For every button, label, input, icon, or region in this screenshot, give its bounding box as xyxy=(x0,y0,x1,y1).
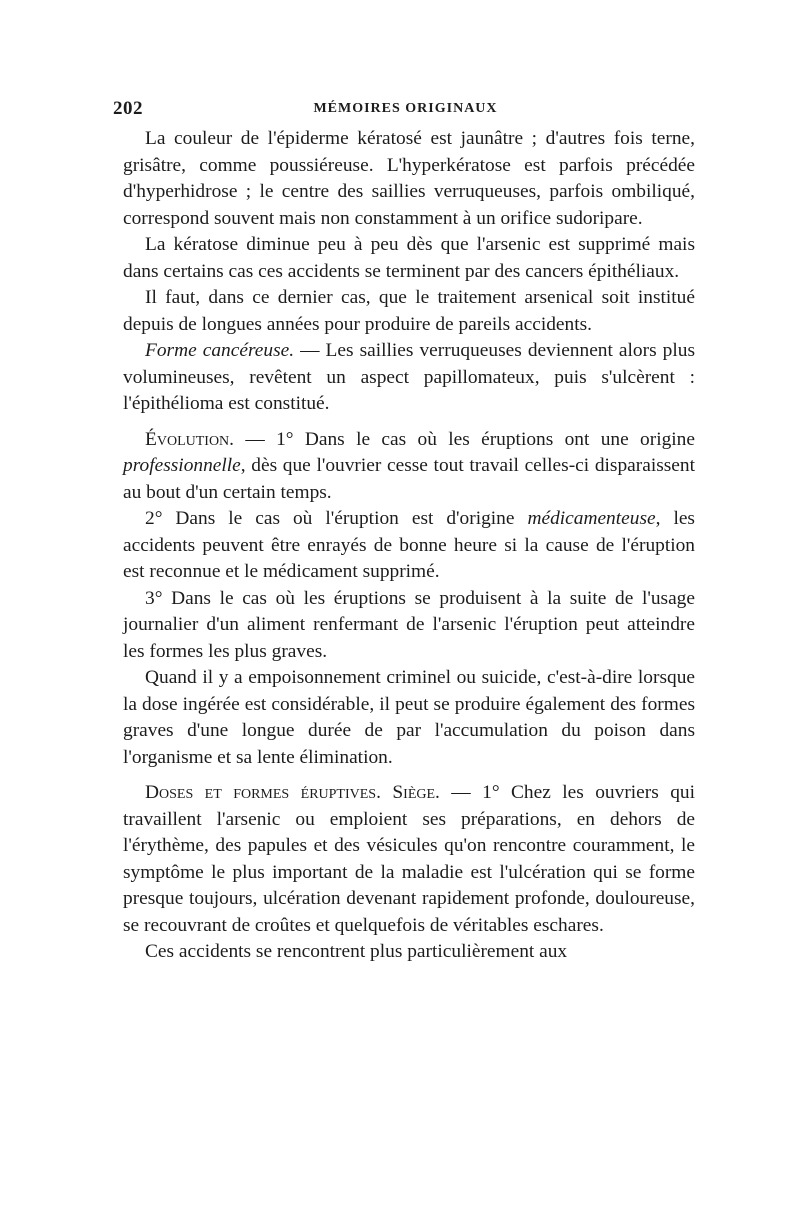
paragraph-text: — Les saillies verruqueuses deviennent alors plus volumineuses, revêtent un aspect papillomateux, puis s'ulcèrent : l'épithélioma est constitué. xyxy=(123,340,695,414)
paragraph-evolution xyxy=(123,427,695,507)
emphasis-text: professionnelle xyxy=(123,455,241,476)
paragraph-medicinal-origin xyxy=(123,506,695,586)
paragraph-text: 2° Dans le cas où l'éruption est d'origine xyxy=(145,508,528,529)
paragraph-text: Il faut, dans ce dernier cas, que le traitement arsenical soit institué depuis de longues années pour produire de pareils accidents. xyxy=(123,287,695,335)
page-number: 202 xyxy=(113,98,143,119)
body-text xyxy=(123,126,695,966)
paragraph-dietary-origin xyxy=(123,586,695,666)
paragraph-keratosis-decrease xyxy=(123,232,695,285)
paragraph-accidents xyxy=(123,939,695,966)
paragraph-text: 3° Dans le cas où les éruptions se produisent à la suite de l'usage journalier d'un aliment renfermant de l'arsenic l'éruption peut atteindre les formes les plus graves. xyxy=(123,587,695,662)
paragraph-text: La couleur de l'épiderme kératosé est jaunâtre ; d'autres fois terne, grisâtre, comme poussiéreuse. L'hyperkératose est parfois précédée d'hyperhidrose ; le centre des saillies verruqueuses, parfois ombiliqué, correspond souvent mais non constamment à un orifice sudoripare. xyxy=(123,128,695,229)
paragraph-poisoning xyxy=(123,665,695,771)
paragraph-cancerous-form xyxy=(123,338,695,418)
section-lead-smallcaps: Évolution. xyxy=(145,428,235,450)
page-header xyxy=(113,98,698,124)
emphasis-text: médicamenteuse xyxy=(527,508,656,529)
section-lead-italic: Forme cancéreuse. xyxy=(145,340,295,361)
paragraph-text: La kératose diminue peu à peu dès que l'arsenic est supprimé mais dans certains cas ces accidents se terminent par des cancers épithéliaux. xyxy=(123,234,695,282)
paragraph-text: , dès que l'ouvrier cesse tout travail celles-ci disparaissent au bout d'un certain temps. xyxy=(123,455,695,503)
section-lead-smallcaps: Doses et formes éruptives. Siège. xyxy=(145,782,440,803)
paragraph-text: — 1° Chez les ouvriers qui travaillent l'arsenic ou emploient ses préparations, en dehors de l'érythème, des papules et des vésicules qu'on rencontre couramment, le symptôme le plus important de la maladie est l'ulcération qui se forme presque toujours, ulcération devenant rapidement profonde, douloureuse, se recouvrant de croûtes et quelquefois de véritables eschares. xyxy=(123,782,695,936)
paragraph-text: — 1° Dans le cas où les éruptions ont une origine xyxy=(234,428,695,450)
paragraph-keratosis-color xyxy=(123,126,695,232)
running-title: MÉMOIRES ORIGINAUX xyxy=(313,101,498,116)
paragraph-text: Ces accidents se rencontrent plus particulièrement aux xyxy=(145,941,568,962)
paragraph-text: Quand il y a empoisonnement criminel ou suicide, c'est-à-dire lorsque la dose ingérée est considérable, il peut se produire également des formes graves d'une longue durée de par l'accumulation du poison dans l'organisme et sa lente élimination. xyxy=(123,667,695,768)
paragraph-arsenical-treatment xyxy=(123,285,695,338)
paragraph-doses-forms xyxy=(123,780,695,939)
paragraph-text: , les accidents peuvent être enrayés de bonne heure si la cause de l'éruption est reconnue et le médicament supprimé. xyxy=(123,508,695,582)
